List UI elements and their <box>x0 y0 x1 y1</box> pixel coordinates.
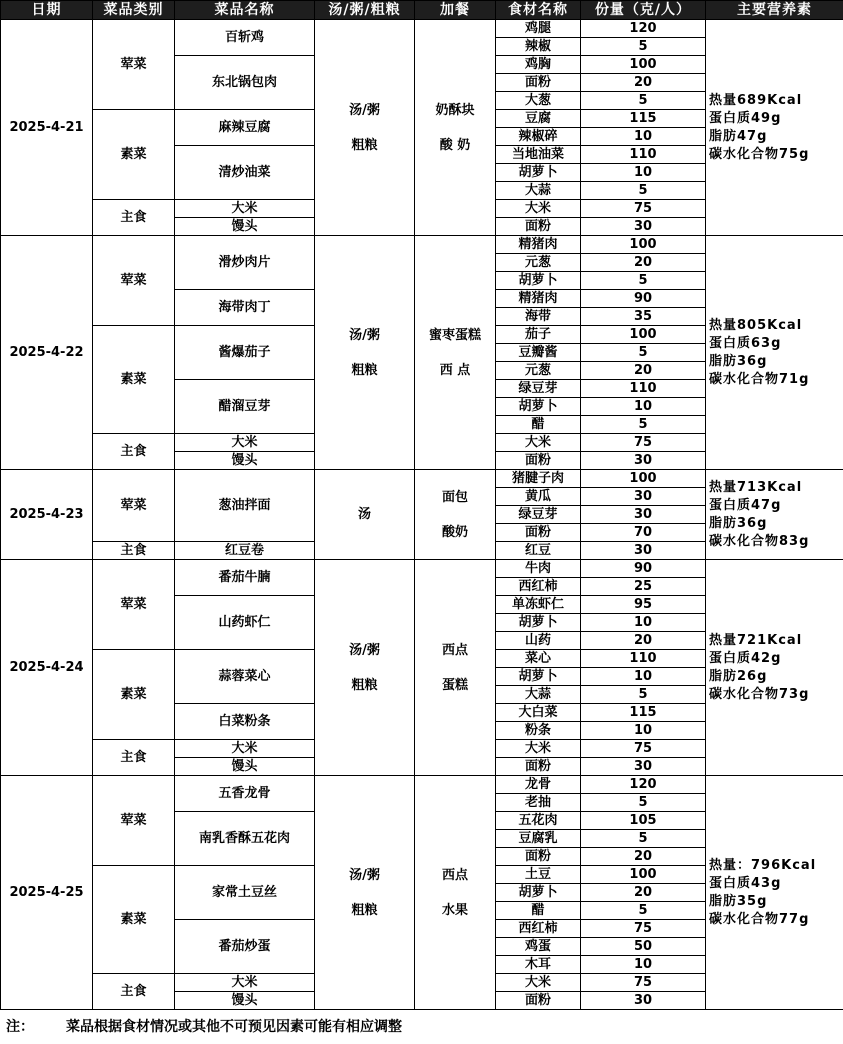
snack-cell <box>415 470 496 560</box>
dish-name-cell: 大米 <box>175 740 315 758</box>
nutrition-line: 脂肪47g <box>709 128 768 144</box>
portion-cell: 10 <box>581 398 706 416</box>
header-date: 日期 <box>1 1 93 20</box>
portion-cell: 5 <box>581 38 706 56</box>
portion-cell: 5 <box>581 686 706 704</box>
portion-cell: 30 <box>581 488 706 506</box>
portion-cell: 5 <box>581 182 706 200</box>
date-cell: 2025-4-25 <box>1 776 93 1010</box>
portion-cell: 110 <box>581 380 706 398</box>
snack-cell <box>415 236 496 470</box>
soup-line: 汤 <box>357 507 371 522</box>
portion-cell: 20 <box>581 848 706 866</box>
ingredient-cell: 牛肉 <box>496 560 581 578</box>
portion-cell: 5 <box>581 902 706 920</box>
dish-name-cell: 南乳香酥五花肉 <box>175 812 315 866</box>
ingredient-cell: 面粉 <box>496 848 581 866</box>
soup-line: 汤/粥 <box>349 327 380 343</box>
ingredient-cell: 面粉 <box>496 74 581 92</box>
header-nutrition: 主要营养素 <box>706 1 843 20</box>
portion-cell: 20 <box>581 884 706 902</box>
soup-cell <box>315 776 415 1010</box>
portion-cell: 75 <box>581 740 706 758</box>
category-cell: 荤菜 <box>93 20 175 110</box>
ingredient-cell: 元葱 <box>496 362 581 380</box>
ingredient-cell: 大葱 <box>496 92 581 110</box>
snack-line: 面包 <box>441 489 468 505</box>
nutrition-line: 蛋白质42g <box>709 650 782 666</box>
ingredient-cell: 胡萝卜 <box>496 884 581 902</box>
table-row <box>1 776 843 794</box>
portion-cell: 10 <box>581 614 706 632</box>
dish-name-cell: 醋溜豆芽 <box>175 380 315 434</box>
ingredient-cell: 醋 <box>496 416 581 434</box>
nutrition-line: 热量689Kcal <box>709 92 803 108</box>
nutrition-line: 碳水化合物73g <box>709 686 810 702</box>
nutrition-line: 碳水化合物75g <box>709 146 810 162</box>
ingredient-cell: 精猪肉 <box>496 290 581 308</box>
portion-cell: 30 <box>581 218 706 236</box>
portion-cell: 20 <box>581 362 706 380</box>
category-cell: 主食 <box>93 200 175 236</box>
portion-cell: 110 <box>581 146 706 164</box>
soup-cell <box>315 560 415 776</box>
table-row <box>1 470 843 488</box>
ingredient-cell: 西红柿 <box>496 578 581 596</box>
header-category: 菜品类别 <box>93 1 175 20</box>
dish-name-cell: 百斩鸡 <box>175 20 315 56</box>
soup-line: 粗粮 <box>351 137 378 153</box>
dish-name-cell: 麻辣豆腐 <box>175 110 315 146</box>
category-cell: 素菜 <box>93 866 175 974</box>
date-cell: 2025-4-22 <box>1 236 93 470</box>
snack-line: 西 点 <box>439 362 471 378</box>
date-cell: 2025-4-21 <box>1 20 93 236</box>
ingredient-cell: 辣椒 <box>496 38 581 56</box>
nutrition-line: 脂肪35g <box>709 893 768 909</box>
soup-cell <box>315 236 415 470</box>
portion-cell: 20 <box>581 74 706 92</box>
category-cell: 主食 <box>93 542 175 560</box>
portion-cell: 90 <box>581 290 706 308</box>
ingredient-cell: 海带 <box>496 308 581 326</box>
nutrition-line: 脂肪36g <box>709 515 768 531</box>
header-row <box>1 1 843 20</box>
portion-cell: 95 <box>581 596 706 614</box>
nutrition-line: 热量713Kcal <box>709 479 803 495</box>
ingredient-cell: 面粉 <box>496 524 581 542</box>
ingredient-cell: 大米 <box>496 740 581 758</box>
ingredient-cell: 辣椒碎 <box>496 128 581 146</box>
ingredient-cell: 五花肉 <box>496 812 581 830</box>
ingredient-cell: 鸡胸 <box>496 56 581 74</box>
ingredient-cell: 黄瓜 <box>496 488 581 506</box>
ingredient-cell: 精猪肉 <box>496 236 581 254</box>
ingredient-cell: 面粉 <box>496 452 581 470</box>
portion-cell: 5 <box>581 416 706 434</box>
dish-name-cell: 滑炒肉片 <box>175 236 315 290</box>
ingredient-cell: 单冻虾仁 <box>496 596 581 614</box>
nutrition-line: 碳水化合物71g <box>709 371 810 387</box>
portion-cell: 75 <box>581 974 706 992</box>
portion-cell: 70 <box>581 524 706 542</box>
portion-cell: 75 <box>581 920 706 938</box>
snack-line: 水果 <box>441 902 468 918</box>
date-cell: 2025-4-24 <box>1 560 93 776</box>
soup-line: 汤/粥 <box>349 642 380 658</box>
category-cell: 主食 <box>93 434 175 470</box>
portion-cell: 100 <box>581 326 706 344</box>
ingredient-cell: 大白菜 <box>496 704 581 722</box>
ingredient-cell: 木耳 <box>496 956 581 974</box>
ingredient-cell: 胡萝卜 <box>496 272 581 290</box>
dish-name-cell: 馒头 <box>175 218 315 236</box>
header-dish: 菜品名称 <box>175 1 315 20</box>
table-row <box>1 236 843 254</box>
nutrition-line: 碳水化合物83g <box>709 533 810 549</box>
portion-cell: 75 <box>581 200 706 218</box>
portion-cell: 10 <box>581 128 706 146</box>
portion-cell: 5 <box>581 794 706 812</box>
ingredient-cell: 茄子 <box>496 326 581 344</box>
nutrition-line: 热量：796Kcal <box>709 857 817 873</box>
portion-cell: 30 <box>581 506 706 524</box>
portion-cell: 10 <box>581 956 706 974</box>
dish-name-cell: 蒜蓉菜心 <box>175 650 315 704</box>
ingredient-cell: 面粉 <box>496 218 581 236</box>
ingredient-cell: 胡萝卜 <box>496 398 581 416</box>
dish-name-cell: 海带肉丁 <box>175 290 315 326</box>
dish-name-cell: 馒头 <box>175 758 315 776</box>
portion-cell: 35 <box>581 308 706 326</box>
ingredient-cell: 胡萝卜 <box>496 164 581 182</box>
footnote-text: 菜品根据食材情况或其他不可预见因素可能有相应调整 <box>66 1019 402 1035</box>
category-cell: 素菜 <box>93 110 175 200</box>
nutrition-line: 蛋白质47g <box>709 497 782 513</box>
portion-cell: 30 <box>581 758 706 776</box>
ingredient-cell: 大米 <box>496 974 581 992</box>
portion-cell: 25 <box>581 578 706 596</box>
snack-cell <box>415 776 496 1010</box>
table-row <box>1 20 843 38</box>
portion-cell: 5 <box>581 344 706 362</box>
portion-cell: 20 <box>581 632 706 650</box>
dish-name-cell: 大米 <box>175 434 315 452</box>
dish-name-cell: 番茄牛腩 <box>175 560 315 596</box>
ingredient-cell: 胡萝卜 <box>496 668 581 686</box>
soup-cell <box>315 470 415 560</box>
portion-cell: 10 <box>581 722 706 740</box>
dish-name-cell: 大米 <box>175 200 315 218</box>
ingredient-cell: 红豆 <box>496 542 581 560</box>
ingredient-cell: 当地油菜 <box>496 146 581 164</box>
ingredient-cell: 绿豆芽 <box>496 506 581 524</box>
nutrition-line: 碳水化合物77g <box>709 911 810 927</box>
nutrition-cell <box>706 20 843 236</box>
soup-line: 粗粮 <box>351 362 378 378</box>
header-ingredient: 食材名称 <box>496 1 581 20</box>
portion-cell: 5 <box>581 272 706 290</box>
nutrition-line: 蛋白质63g <box>709 335 782 351</box>
dish-name-cell: 山药虾仁 <box>175 596 315 650</box>
dish-name-cell: 馒头 <box>175 452 315 470</box>
nutrition-line: 热量721Kcal <box>709 632 803 648</box>
category-cell: 主食 <box>93 974 175 1010</box>
ingredient-cell: 大蒜 <box>496 686 581 704</box>
category-cell: 素菜 <box>93 326 175 434</box>
portion-cell: 100 <box>581 866 706 884</box>
ingredient-cell: 山药 <box>496 632 581 650</box>
dish-name-cell: 红豆卷 <box>175 542 315 560</box>
nutrition-cell <box>706 560 843 776</box>
nutrition-cell <box>706 776 843 1010</box>
portion-cell: 30 <box>581 992 706 1010</box>
ingredient-cell: 龙骨 <box>496 776 581 794</box>
ingredient-cell: 鸡蛋 <box>496 938 581 956</box>
dish-name-cell: 家常土豆丝 <box>175 866 315 920</box>
table-row <box>1 560 843 578</box>
ingredient-cell: 面粉 <box>496 758 581 776</box>
dish-name-cell: 馒头 <box>175 992 315 1010</box>
snack-line: 奶酥块 <box>435 102 475 118</box>
portion-cell: 50 <box>581 938 706 956</box>
nutrition-line: 脂肪36g <box>709 353 768 369</box>
ingredient-cell: 大米 <box>496 434 581 452</box>
nutrition-cell <box>706 236 843 470</box>
portion-cell: 100 <box>581 56 706 74</box>
ingredient-cell: 菜心 <box>496 650 581 668</box>
portion-cell: 30 <box>581 542 706 560</box>
snack-line: 西点 <box>441 867 468 883</box>
ingredient-cell: 胡萝卜 <box>496 614 581 632</box>
snack-line: 蛋糕 <box>441 677 468 693</box>
portion-cell: 75 <box>581 434 706 452</box>
snack-cell <box>415 20 496 236</box>
portion-cell: 10 <box>581 668 706 686</box>
portion-cell: 115 <box>581 110 706 128</box>
menu-body <box>1 20 843 1010</box>
category-cell: 荤菜 <box>93 470 175 542</box>
portion-cell: 90 <box>581 560 706 578</box>
nutrition-line: 蛋白质49g <box>709 110 782 126</box>
snack-line: 蜜枣蛋糕 <box>428 327 481 343</box>
footnote <box>0 1014 843 1040</box>
category-cell: 主食 <box>93 740 175 776</box>
date-cell: 2025-4-23 <box>1 470 93 560</box>
portion-cell: 120 <box>581 20 706 38</box>
portion-cell: 30 <box>581 452 706 470</box>
ingredient-cell: 老抽 <box>496 794 581 812</box>
portion-cell: 10 <box>581 164 706 182</box>
ingredient-cell: 西红柿 <box>496 920 581 938</box>
ingredient-cell: 元葱 <box>496 254 581 272</box>
ingredient-cell: 鸡腿 <box>496 20 581 38</box>
ingredient-cell: 豆瓣酱 <box>496 344 581 362</box>
dish-name-cell: 葱油拌面 <box>175 470 315 542</box>
snack-line: 酸奶 <box>441 524 468 540</box>
portion-cell: 115 <box>581 704 706 722</box>
nutrition-line: 蛋白质43g <box>709 875 782 891</box>
ingredient-cell: 土豆 <box>496 866 581 884</box>
ingredient-cell: 大米 <box>496 200 581 218</box>
soup-line: 粗粮 <box>351 902 378 918</box>
ingredient-cell: 粉条 <box>496 722 581 740</box>
soup-line: 汤/粥 <box>349 102 380 118</box>
nutrition-line: 脂肪26g <box>709 668 768 684</box>
dish-name-cell: 清炒油菜 <box>175 146 315 200</box>
ingredient-cell: 大蒜 <box>496 182 581 200</box>
category-cell: 素菜 <box>93 650 175 740</box>
portion-cell: 120 <box>581 776 706 794</box>
snack-line: 酸 奶 <box>439 137 471 153</box>
portion-cell: 110 <box>581 650 706 668</box>
dish-name-cell: 东北锅包肉 <box>175 56 315 110</box>
category-cell: 荤菜 <box>93 236 175 326</box>
ingredient-cell: 绿豆芽 <box>496 380 581 398</box>
dish-name-cell: 五香龙骨 <box>175 776 315 812</box>
dish-name-cell: 大米 <box>175 974 315 992</box>
ingredient-cell: 豆腐乳 <box>496 830 581 848</box>
nutrition-line: 热量805Kcal <box>709 317 803 333</box>
footnote-label: 注： <box>6 1019 34 1035</box>
category-cell: 荤菜 <box>93 560 175 650</box>
header-portion: 份量（克/人） <box>581 1 706 20</box>
dish-name-cell: 酱爆茄子 <box>175 326 315 380</box>
ingredient-cell: 猪腱子肉 <box>496 470 581 488</box>
soup-line: 粗粮 <box>351 677 378 693</box>
dish-name-cell: 白菜粉条 <box>175 704 315 740</box>
portion-cell: 105 <box>581 812 706 830</box>
snack-line: 西点 <box>441 642 468 658</box>
portion-cell: 5 <box>581 830 706 848</box>
soup-line: 汤/粥 <box>349 867 380 883</box>
header-soup: 汤/粥/粗粮 <box>315 1 415 20</box>
category-cell: 荤菜 <box>93 776 175 866</box>
soup-cell <box>315 20 415 236</box>
nutrition-cell <box>706 470 843 560</box>
header-snack: 加餐 <box>415 1 496 20</box>
portion-cell: 100 <box>581 236 706 254</box>
ingredient-cell: 醋 <box>496 902 581 920</box>
portion-cell: 5 <box>581 92 706 110</box>
ingredient-cell: 豆腐 <box>496 110 581 128</box>
ingredient-cell: 面粉 <box>496 992 581 1010</box>
portion-cell: 100 <box>581 470 706 488</box>
portion-cell: 20 <box>581 254 706 272</box>
dish-name-cell: 番茄炒蛋 <box>175 920 315 974</box>
snack-cell <box>415 560 496 776</box>
